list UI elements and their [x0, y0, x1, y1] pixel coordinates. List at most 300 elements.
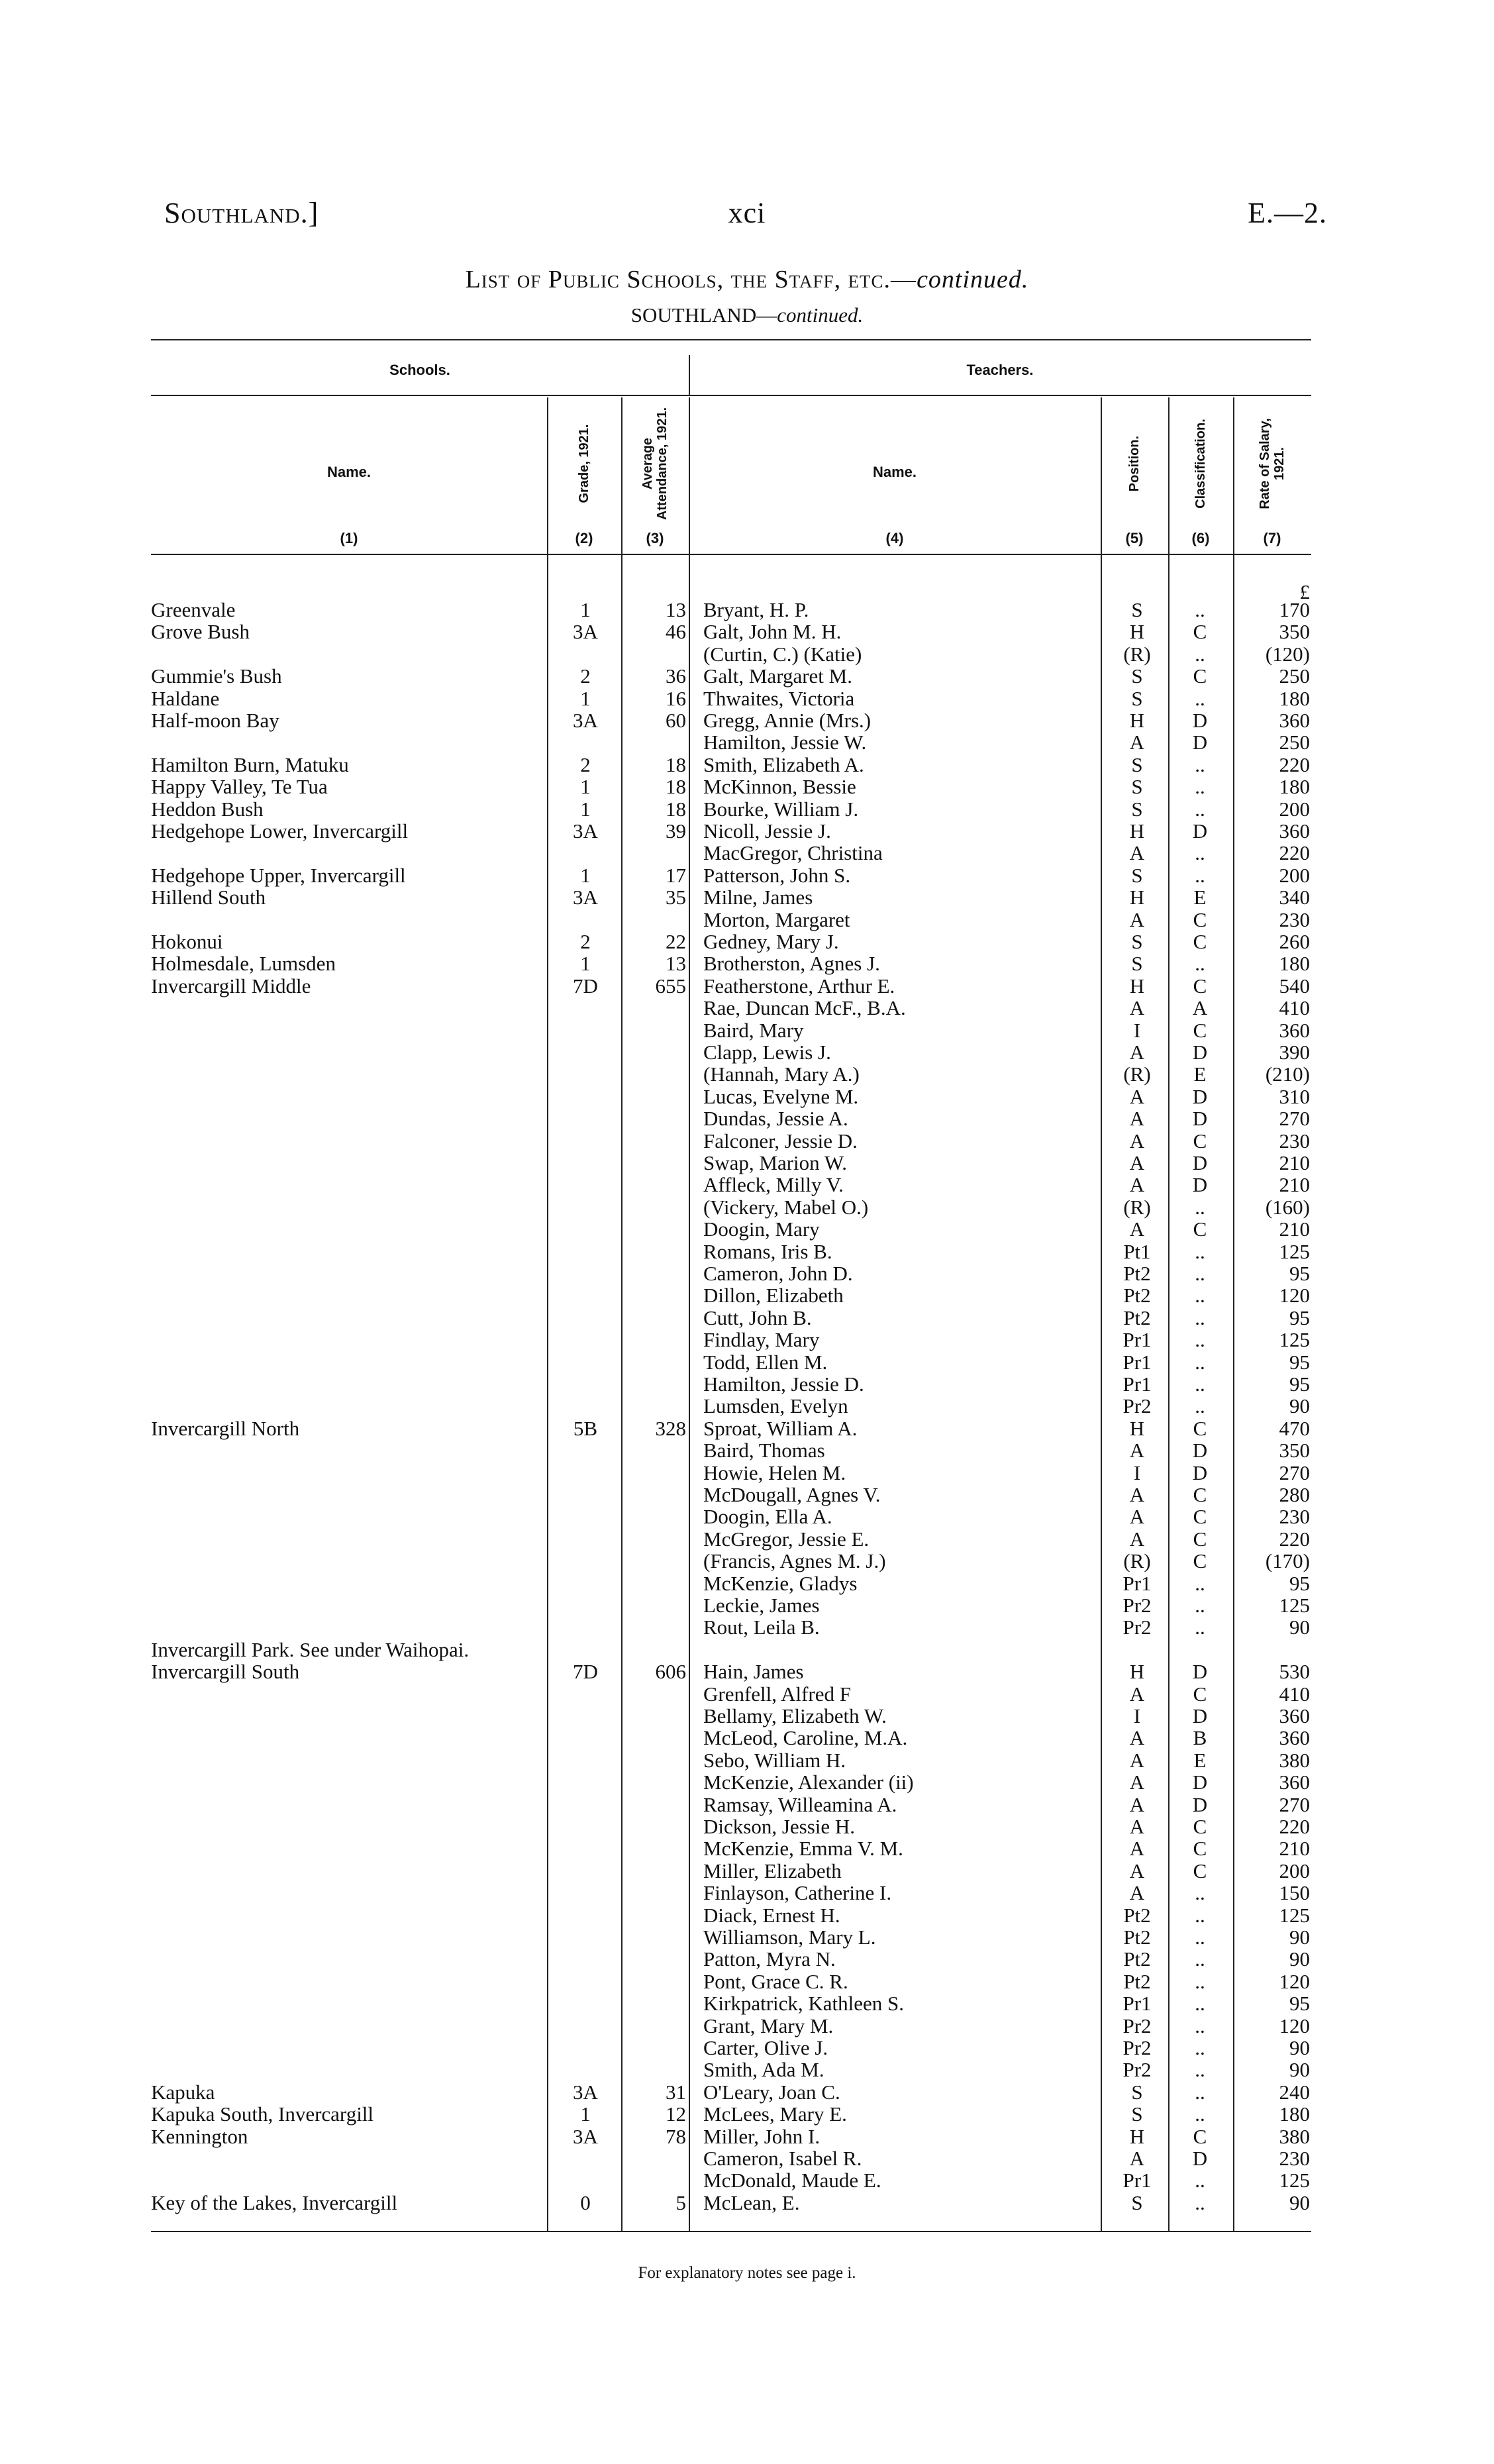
salary-value: 95	[1289, 1306, 1310, 1329]
salary-value: 95	[1289, 1372, 1310, 1396]
teacher-name: Bryant, H. P.	[703, 598, 809, 621]
classification-value: ..	[1195, 797, 1205, 821]
col-number-3: (3)	[646, 530, 664, 546]
teacher-name: Doogin, Ella A.	[703, 1505, 832, 1529]
classification-value: C	[1193, 1527, 1207, 1551]
table-row	[0, 1041, 1494, 1064]
page-header-right: E.—2.	[1248, 197, 1327, 229]
position-value: Pt1	[1123, 1239, 1151, 1263]
teacher-name: Hamilton, Jessie W.	[703, 731, 867, 754]
grade-value: 1	[580, 598, 591, 621]
col-number-5: (5)	[1125, 530, 1144, 546]
teacher-name: Smith, Ada M.	[703, 2058, 824, 2082]
classification-value: C	[1193, 1505, 1207, 1529]
grade-value: 0	[580, 2190, 591, 2214]
teacher-name: Baird, Mary	[703, 1018, 804, 1042]
table-row	[0, 1837, 1494, 1860]
teacher-name: Clapp, Lewis J.	[703, 1041, 831, 1064]
classification-value: E	[1193, 1748, 1207, 1772]
teacher-name: Leckie, James	[703, 1594, 820, 1617]
teacher-name: Rout, Leila B.	[703, 1616, 820, 1639]
classification-value: D	[1192, 1151, 1208, 1174]
teacher-name-header: Name.	[872, 464, 917, 480]
classification-value: D	[1192, 1439, 1208, 1463]
salary-value: 230	[1279, 1129, 1310, 1153]
grade-value: 2	[580, 664, 591, 688]
position-value: A	[1129, 1217, 1145, 1241]
teacher-name: Williamson, Mary L.	[703, 1925, 876, 1949]
classification-value: D	[1192, 1084, 1208, 1108]
attendance-value: 35	[666, 886, 686, 909]
salary-value: 210	[1279, 1151, 1310, 1174]
teacher-name: McLeod, Caroline, M.A.	[703, 1726, 908, 1750]
teacher-name: Bellamy, Elizabeth W.	[703, 1704, 887, 1727]
salary-value: 360	[1279, 1771, 1310, 1794]
table-row	[0, 1107, 1494, 1130]
salary-value: 120	[1279, 2014, 1310, 2037]
teacher-name: Bourke, William J.	[703, 797, 859, 821]
classification-value: ..	[1195, 598, 1205, 621]
table-row	[0, 709, 1494, 732]
position-value: S	[1131, 930, 1143, 953]
position-value: (R)	[1123, 1549, 1151, 1573]
school-name: Hillend South	[151, 886, 266, 909]
teacher-name: Rae, Duncan McF., B.A.	[703, 996, 906, 1020]
salary-value: 200	[1279, 863, 1310, 887]
school-name: Invercargill Middle	[151, 974, 311, 998]
teacher-name: O'Leary, Joan C.	[703, 2080, 840, 2104]
classification-value: ..	[1195, 1284, 1205, 1308]
teacher-name: Hamilton, Jessie D.	[703, 1372, 864, 1396]
page-subtitle-main: SOUTHLAND—	[630, 303, 777, 327]
salary-value: 220	[1279, 1527, 1310, 1551]
table-row	[0, 1019, 1494, 1042]
classification-value: ..	[1195, 2058, 1205, 2082]
classification-value: ..	[1195, 1239, 1205, 1263]
salary-value: 120	[1279, 1969, 1310, 1993]
table-row	[0, 1439, 1494, 1462]
table-row	[0, 1572, 1494, 1595]
salary-value: 95	[1289, 1262, 1310, 1285]
table-row	[0, 864, 1494, 887]
table-row	[0, 1816, 1494, 1838]
salary-value: 90	[1289, 1947, 1310, 1971]
page-title-suffix: continued.	[917, 266, 1029, 293]
salary-value: 180	[1279, 686, 1310, 710]
attendance-value: 18	[666, 797, 686, 821]
classification-value: ..	[1195, 1616, 1205, 1639]
grade-value: 1	[580, 2102, 591, 2126]
classification-value: D	[1192, 1771, 1208, 1794]
table-row	[0, 1992, 1494, 2015]
classification-value: ..	[1195, 1571, 1205, 1595]
classification-value: ..	[1195, 2102, 1205, 2126]
teacher-name: Nicoll, Jessie J.	[703, 819, 831, 843]
attendance-value: 46	[666, 620, 686, 644]
grade-value: 2	[580, 752, 591, 776]
classification-value: ..	[1195, 2036, 1205, 2059]
teacher-name: Todd, Ellen M.	[703, 1350, 828, 1374]
classification-value: ..	[1195, 1372, 1205, 1396]
teacher-name: Dickson, Jessie H.	[703, 1815, 856, 1838]
grade-value: 2	[580, 930, 591, 953]
classification-value: ..	[1195, 1350, 1205, 1374]
table-row	[0, 1395, 1494, 1417]
salary-value: 180	[1279, 2102, 1310, 2126]
position-value: S	[1131, 598, 1143, 621]
salary-value: 270	[1279, 1461, 1310, 1484]
classification-value: ..	[1195, 2080, 1205, 2104]
classification-value: C	[1193, 907, 1207, 931]
school-name: Kapuka	[151, 2080, 215, 2104]
grade-value: 3A	[573, 819, 598, 843]
classification-value: ..	[1195, 1306, 1205, 1329]
salary-value: 410	[1279, 996, 1310, 1020]
attendance-value: 12	[666, 2102, 686, 2126]
table-row	[0, 1971, 1494, 1993]
teacher-name: (Francis, Agnes M. J.)	[703, 1549, 886, 1573]
position-value: I	[1133, 1461, 1141, 1484]
position-value: H	[1129, 2124, 1145, 2148]
table-row	[0, 975, 1494, 998]
col-number-1: (1)	[340, 530, 358, 546]
position-value: A	[1129, 907, 1145, 931]
classification-value: ..	[1195, 1394, 1205, 1418]
position-value: S	[1131, 2080, 1143, 2104]
classification-value: ..	[1195, 1947, 1205, 1971]
grade-value: 1	[580, 863, 591, 887]
attendance-value: 16	[666, 686, 686, 710]
position-value: H	[1129, 974, 1145, 998]
position-value: S	[1131, 797, 1143, 821]
school-name: Haldane	[151, 686, 220, 710]
teacher-name: Patton, Myra N.	[703, 1947, 836, 1971]
table-row	[0, 2081, 1494, 2104]
classification-value: C	[1193, 930, 1207, 953]
salary-value: 200	[1279, 1859, 1310, 1882]
teacher-name: Galt, Margaret M.	[703, 664, 852, 688]
position-value: I	[1133, 1704, 1141, 1727]
position-value: S	[1131, 2190, 1143, 2214]
attendance-value: 328	[655, 1416, 686, 1440]
col-number-2: (2)	[575, 530, 593, 546]
teacher-name: McLees, Mary E.	[703, 2102, 847, 2126]
teacher-name: Sproat, William A.	[703, 1416, 858, 1440]
salary-value: 270	[1279, 1792, 1310, 1816]
salary-value: 360	[1279, 1726, 1310, 1750]
table-row	[0, 2103, 1494, 2126]
salary-value: (170)	[1265, 1549, 1310, 1573]
position-value: Pr1	[1122, 1571, 1152, 1595]
salary-value: 90	[1289, 2036, 1310, 2059]
salary-value: 220	[1279, 1815, 1310, 1838]
salary-value: 125	[1279, 2169, 1310, 2192]
salary-value: 340	[1279, 886, 1310, 909]
position-value: Pr1	[1122, 1372, 1152, 1396]
position-value: (R)	[1123, 1062, 1151, 1086]
teacher-name: Lumsden, Evelyn	[703, 1394, 848, 1418]
salary-value: 530	[1279, 1660, 1310, 1684]
table-row	[0, 1594, 1494, 1617]
attendance-value: 78	[666, 2124, 686, 2148]
table-row	[0, 1262, 1494, 1285]
salary-value: 210	[1279, 1837, 1310, 1861]
position-value: S	[1131, 752, 1143, 776]
position-value: A	[1129, 1173, 1145, 1197]
school-name: Hedgehope Lower, Invercargill	[151, 819, 409, 843]
position-value: A	[1129, 1129, 1145, 1153]
position-value: Pt2	[1123, 1969, 1151, 1993]
salary-value: 360	[1279, 819, 1310, 843]
grade-value: 3A	[573, 886, 598, 909]
classification-value: ..	[1195, 752, 1205, 776]
table-row	[0, 1417, 1494, 1440]
salary-value: 380	[1279, 1748, 1310, 1772]
classification-value: C	[1193, 664, 1207, 688]
table-row	[0, 1616, 1494, 1639]
salary-value: 220	[1279, 752, 1310, 776]
teacher-name: McDougall, Agnes V.	[703, 1483, 881, 1506]
teacher-name: (Hannah, Mary A.)	[703, 1062, 860, 1086]
salary-value: 360	[1279, 1018, 1310, 1042]
classification-value: ..	[1195, 1262, 1205, 1285]
teacher-name: McKenzie, Emma V. M.	[703, 1837, 903, 1861]
attendance-value: 31	[666, 2080, 686, 2104]
school-name: Greenvale	[151, 598, 236, 621]
position-value: S	[1131, 952, 1143, 976]
teacher-name: Thwaites, Victoria	[703, 686, 855, 710]
col-number-7: (7)	[1263, 530, 1281, 546]
salary-value: 95	[1289, 1571, 1310, 1595]
position-value: Pr2	[1122, 2036, 1152, 2059]
table-row	[0, 731, 1494, 754]
teacher-name: Doogin, Mary	[703, 1217, 820, 1241]
salary-value: 95	[1289, 1350, 1310, 1374]
table-row	[0, 1284, 1494, 1307]
position-value: Pr2	[1122, 2058, 1152, 2082]
table-row	[0, 2169, 1494, 2192]
school-name: Kennington	[151, 2124, 248, 2148]
school-name: Kapuka South, Invercargill	[151, 2102, 374, 2126]
table-row	[0, 1705, 1494, 1727]
table-row	[0, 886, 1494, 909]
grade-value: 3A	[573, 620, 598, 644]
table-row	[0, 688, 1494, 710]
attendance-value: 17	[666, 863, 686, 887]
teacher-name: Miller, Elizabeth	[703, 1859, 842, 1882]
table-row	[0, 1174, 1494, 1196]
page-number: xci	[728, 197, 766, 229]
salary-value: 270	[1279, 1107, 1310, 1131]
classification-value: C	[1193, 1549, 1207, 1573]
classification-header: Classification.	[1193, 419, 1208, 509]
salary-value: (120)	[1265, 642, 1310, 666]
teacher-name: Gregg, Annie (Mrs.)	[703, 709, 872, 732]
attendance-value: 13	[666, 598, 686, 621]
position-value: A	[1129, 1881, 1145, 1905]
page-subtitle-suffix: continued.	[777, 303, 864, 327]
teacher-name: Diack, Ernest H.	[703, 1903, 840, 1927]
salary-value: 350	[1279, 1439, 1310, 1463]
salary-value: (210)	[1265, 1062, 1310, 1086]
position-value: S	[1131, 2102, 1143, 2126]
position-value: H	[1129, 1660, 1145, 1684]
classification-value: D	[1192, 1107, 1208, 1131]
classification-value: ..	[1195, 1903, 1205, 1927]
position-value: S	[1131, 775, 1143, 799]
classification-value: C	[1193, 1682, 1207, 1706]
classification-value: ..	[1195, 1195, 1205, 1219]
salary-value: 210	[1279, 1217, 1310, 1241]
teacher-name: Finlayson, Catherine I.	[703, 1881, 892, 1905]
col-number-6: (6)	[1191, 530, 1210, 546]
teacher-name: Baird, Thomas	[703, 1439, 825, 1463]
attendance-value: 39	[666, 819, 686, 843]
classification-value: ..	[1195, 775, 1205, 799]
position-value: A	[1129, 1107, 1145, 1131]
table-row	[0, 997, 1494, 1019]
classification-value: C	[1193, 1217, 1207, 1241]
position-value: A	[1129, 841, 1145, 865]
classification-value: C	[1193, 1416, 1207, 1440]
position-value: A	[1129, 2147, 1145, 2170]
page-title-main: List of Public Schools, the Staff, etc.—	[465, 266, 917, 293]
teacher-name: Morton, Margaret	[703, 907, 850, 931]
footnote: For explanatory notes see page i.	[638, 2264, 856, 2282]
table-row	[0, 820, 1494, 843]
position-value: Pr1	[1122, 1328, 1152, 1352]
teacher-name: Affleck, Milly V.	[703, 1173, 844, 1197]
teacher-name: McGregor, Jessie E.	[703, 1527, 870, 1551]
position-value: A	[1129, 1439, 1145, 1463]
table-row	[0, 1794, 1494, 1816]
salary-value: 170	[1279, 598, 1310, 621]
grade-value: 5B	[573, 1416, 598, 1440]
salary-value: 200	[1279, 797, 1310, 821]
position-value: A	[1129, 1859, 1145, 1882]
classification-value: ..	[1195, 2169, 1205, 2192]
classification-value: ..	[1195, 863, 1205, 887]
table-row	[0, 1241, 1494, 1263]
table-row	[0, 931, 1494, 953]
school-name: Hokonui	[151, 930, 223, 953]
col-number-4: (4)	[885, 530, 904, 546]
salary-value: 180	[1279, 775, 1310, 799]
position-value: Pr1	[1122, 1992, 1152, 2016]
classification-value: C	[1193, 1859, 1207, 1882]
salary-value: 250	[1279, 664, 1310, 688]
classification-value: A	[1192, 996, 1208, 1020]
salary-value: 280	[1279, 1483, 1310, 1506]
table-row	[0, 2192, 1494, 2214]
table-row	[0, 1948, 1494, 1971]
table-row	[0, 1484, 1494, 1506]
attendance-value: 606	[655, 1660, 686, 1684]
classification-value: D	[1192, 1704, 1208, 1727]
table-row	[0, 2015, 1494, 2037]
salary-value: 150	[1279, 1881, 1310, 1905]
position-value: Pr2	[1122, 1594, 1152, 1617]
classification-value: ..	[1195, 1594, 1205, 1617]
salary-header: Rate of Salary, 1921.	[1258, 418, 1287, 509]
teacher-name: Cameron, John D.	[703, 1262, 853, 1285]
teachers-group-header: Teachers.	[966, 362, 1034, 378]
table-row	[0, 909, 1494, 931]
table-row	[0, 798, 1494, 821]
table-row	[0, 1196, 1494, 1219]
table-row	[0, 1882, 1494, 1904]
position-value: A	[1129, 1792, 1145, 1816]
classification-value: ..	[1195, 1992, 1205, 2016]
attendance-value: 5	[675, 2190, 686, 2214]
classification-value: D	[1192, 1173, 1208, 1197]
teacher-name: Miller, John I.	[703, 2124, 821, 2148]
position-value: A	[1129, 1151, 1145, 1174]
salary-value: 250	[1279, 731, 1310, 754]
classification-value: ..	[1195, 2190, 1205, 2214]
table-row	[0, 1926, 1494, 1949]
table-row	[0, 1307, 1494, 1329]
salary-value: 120	[1279, 1284, 1310, 1308]
salary-value: 230	[1279, 907, 1310, 931]
table-row	[0, 2147, 1494, 2170]
salary-value: 380	[1279, 2124, 1310, 2148]
classification-value: B	[1193, 1726, 1207, 1750]
teacher-name: McLean, E.	[703, 2190, 800, 2214]
attendance-value: 13	[666, 952, 686, 976]
teacher-name: Grenfell, Alfred F	[703, 1682, 851, 1706]
position-value: A	[1129, 1084, 1145, 1108]
salary-value: 410	[1279, 1682, 1310, 1706]
table-row	[0, 1683, 1494, 1706]
position-value: (R)	[1123, 1195, 1151, 1219]
teacher-name: Gedney, Mary J.	[703, 930, 839, 953]
teacher-name: Dundas, Jessie A.	[703, 1107, 848, 1131]
position-value: H	[1129, 886, 1145, 909]
position-header: Position.	[1127, 435, 1142, 492]
school-name: Holmesdale, Lumsden	[151, 952, 336, 976]
classification-value: ..	[1195, 1881, 1205, 1905]
position-value: Pt2	[1123, 1284, 1151, 1308]
position-value: H	[1129, 620, 1145, 644]
table-row	[0, 1550, 1494, 1572]
attendance-value: 36	[666, 664, 686, 688]
table-row	[0, 643, 1494, 666]
teacher-name: Dillon, Elizabeth	[703, 1284, 844, 1308]
table-row	[0, 1639, 1494, 1661]
table-row	[0, 1218, 1494, 1241]
salary-value: 125	[1279, 1328, 1310, 1352]
table-row	[0, 1904, 1494, 1927]
salary-value: 230	[1279, 2147, 1310, 2170]
table-row	[0, 621, 1494, 643]
attendance-value: 18	[666, 775, 686, 799]
classification-value: C	[1193, 1837, 1207, 1861]
grade-value: 3A	[573, 2124, 598, 2148]
teacher-name: (Curtin, C.) (Katie)	[703, 642, 862, 666]
position-value: A	[1129, 996, 1145, 1020]
table-row	[0, 1373, 1494, 1396]
salary-value: 90	[1289, 1394, 1310, 1418]
position-value: S	[1131, 686, 1143, 710]
position-value: Pt2	[1123, 1903, 1151, 1927]
position-value: Pt2	[1123, 1947, 1151, 1971]
position-value: A	[1129, 1041, 1145, 1064]
teacher-name: Featherstone, Arthur E.	[703, 974, 895, 998]
salary-value: 90	[1289, 2058, 1310, 2082]
position-value: A	[1129, 1726, 1145, 1750]
teacher-name: MacGregor, Christina	[703, 841, 883, 865]
